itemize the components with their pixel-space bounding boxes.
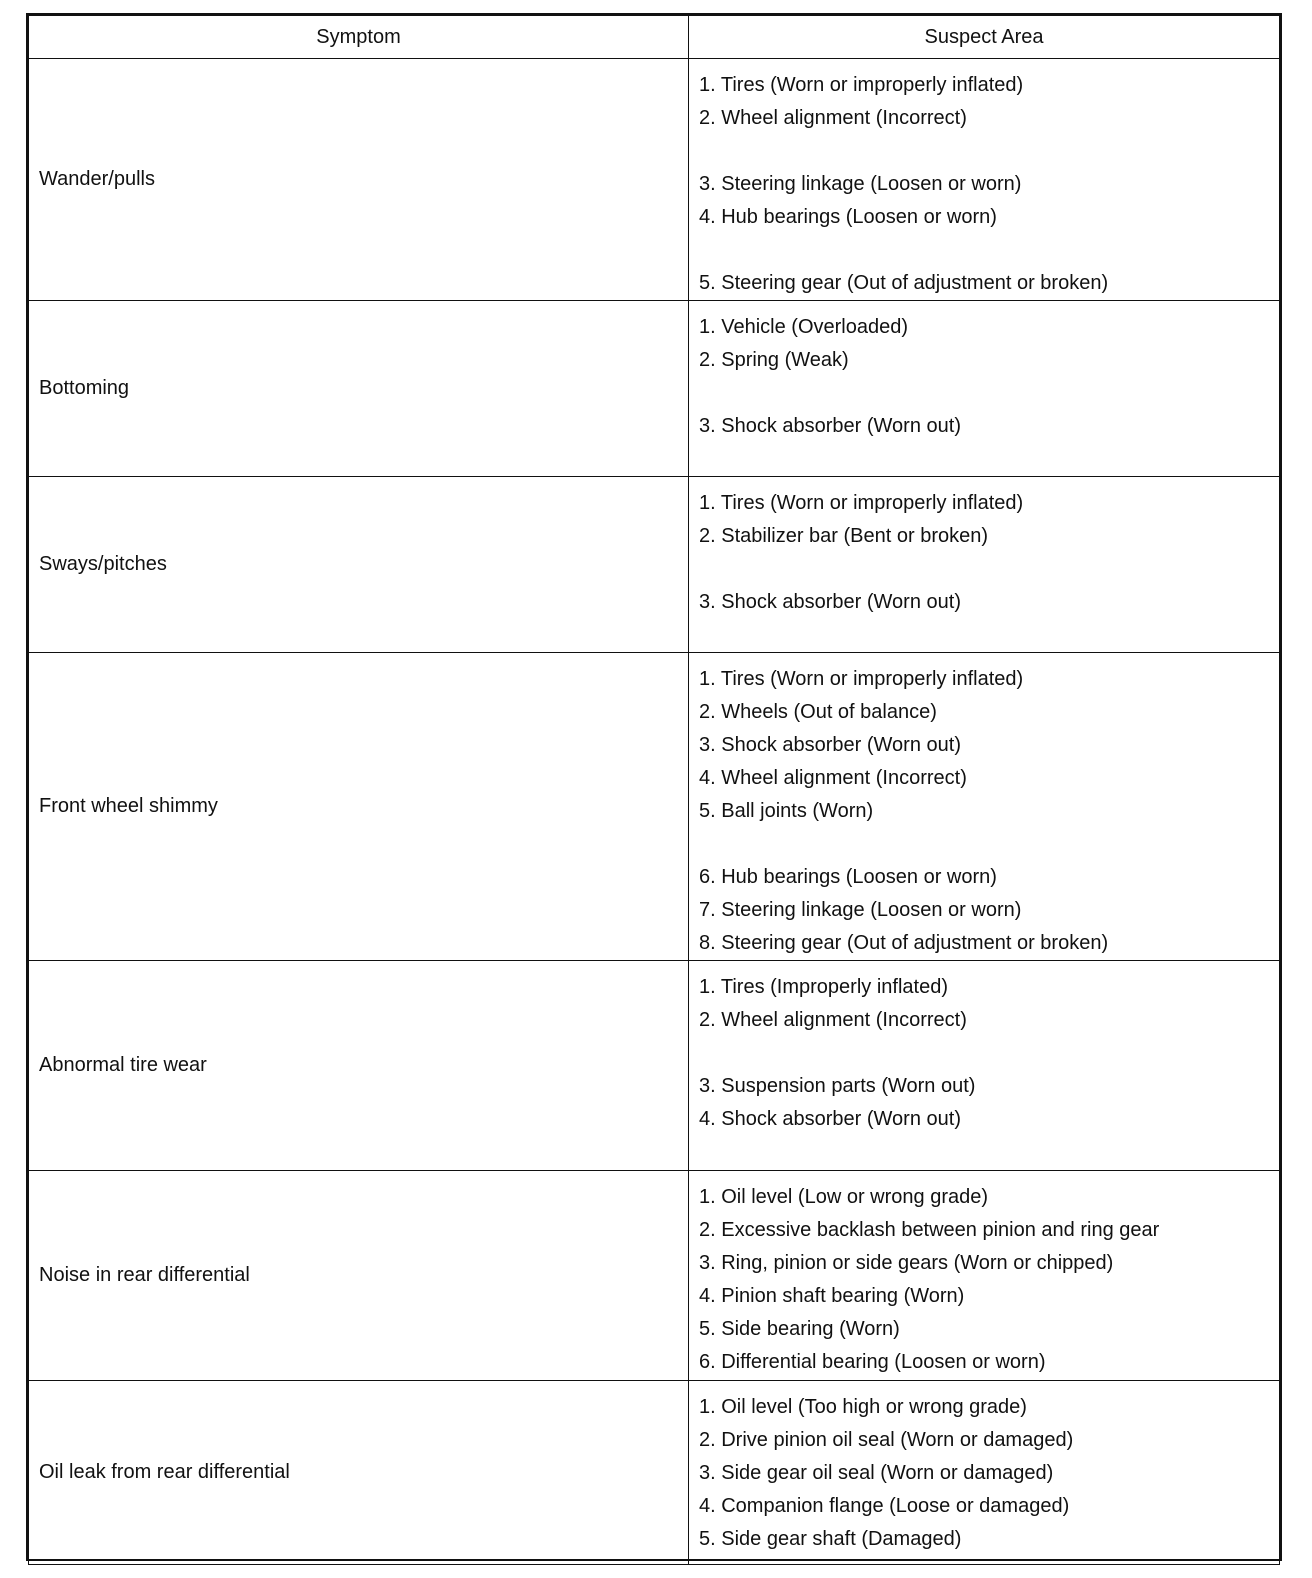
symptom-cell: Oil leak from rear differential bbox=[29, 1381, 689, 1565]
spacer bbox=[699, 135, 1279, 168]
symptom-column-header: Symptom bbox=[29, 16, 689, 59]
suspect-item: 4. Hub bearings (Loosen or worn) bbox=[699, 206, 997, 228]
suspect-item: 1. Tires (Worn or improperly inflated) bbox=[699, 492, 1024, 514]
symptom-cell: Sways/pitches bbox=[29, 477, 689, 653]
table-row bbox=[29, 961, 1280, 1171]
symptom-cell: Abnormal tire wear bbox=[29, 961, 689, 1171]
suspect-item: 1. Tires (Worn or improperly inflated) bbox=[699, 74, 1024, 96]
table-row bbox=[29, 477, 1280, 653]
suspect-item: 5. Ball joints (Worn) bbox=[699, 800, 874, 822]
suspect-item: 8. Steering gear (Out of adjustment or broken) bbox=[699, 932, 1109, 954]
symptom-cell: Wander/pulls bbox=[29, 59, 689, 301]
suspect-item: 2. Drive pinion oil seal (Worn or damaged) bbox=[699, 1429, 1074, 1451]
suspect-item: 4. Companion flange (Loose or damaged) bbox=[699, 1495, 1070, 1517]
suspect-item: 7. Steering linkage (Loosen or worn) bbox=[699, 899, 1022, 921]
suspect-item: 5. Steering gear (Out of adjustment or broken) bbox=[699, 272, 1109, 294]
suspect-item: 3. Steering linkage (Loosen or worn) bbox=[699, 173, 1022, 195]
troubleshooting-table-frame bbox=[26, 13, 1282, 1561]
symptom-cell: Noise in rear differential bbox=[29, 1171, 689, 1381]
suspect-item: 3. Shock absorber (Worn out) bbox=[699, 734, 961, 756]
spacer bbox=[699, 553, 1279, 586]
suspect-area-cell bbox=[689, 1381, 1280, 1565]
suspect-item: 3. Shock absorber (Worn out) bbox=[699, 591, 961, 613]
spacer bbox=[699, 377, 1279, 410]
suspect-area-cell bbox=[689, 477, 1280, 653]
symptom-cell: Front wheel shimmy bbox=[29, 653, 689, 961]
suspect-item: 6. Differential bearing (Loosen or worn) bbox=[699, 1351, 1046, 1373]
spacer bbox=[699, 828, 1279, 861]
suspect-area-cell bbox=[689, 653, 1280, 961]
table-row bbox=[29, 1381, 1280, 1565]
suspect-item: 1. Tires (Improperly inflated) bbox=[699, 976, 948, 998]
spacer bbox=[699, 1037, 1279, 1070]
suspect-area-cell bbox=[689, 59, 1280, 301]
suspect-item: 3. Side gear oil seal (Worn or damaged) bbox=[699, 1462, 1054, 1484]
table-row bbox=[29, 653, 1280, 961]
suspect-item: 3. Ring, pinion or side gears (Worn or chipped) bbox=[699, 1252, 1114, 1274]
symptom-cell: Bottoming bbox=[29, 301, 689, 477]
spacer bbox=[699, 234, 1279, 267]
suspect-item: 2. Wheel alignment (Incorrect) bbox=[699, 1009, 967, 1031]
suspect-item: 2. Wheel alignment (Incorrect) bbox=[699, 107, 967, 129]
suspect-item: 4. Pinion shaft bearing (Worn) bbox=[699, 1285, 965, 1307]
suspect-item: 2. Wheels (Out of balance) bbox=[699, 701, 937, 723]
suspect-item: 2. Stabilizer bar (Bent or broken) bbox=[699, 525, 989, 547]
suspect-item: 4. Wheel alignment (Incorrect) bbox=[699, 767, 967, 789]
suspect-item: 3. Suspension parts (Worn out) bbox=[699, 1075, 976, 1097]
suspect-item: 1. Tires (Worn or improperly inflated) bbox=[699, 668, 1024, 690]
table-row bbox=[29, 301, 1280, 477]
suspect-item: 4. Shock absorber (Worn out) bbox=[699, 1108, 961, 1130]
suspect-item: 2. Spring (Weak) bbox=[699, 349, 849, 371]
table-row bbox=[29, 59, 1280, 301]
troubleshooting-table bbox=[28, 15, 1280, 1565]
suspect-area-column-header: Suspect Area bbox=[689, 16, 1280, 59]
suspect-item: 6. Hub bearings (Loosen or worn) bbox=[699, 866, 997, 888]
suspect-item: 2. Excessive backlash between pinion and ring gear bbox=[699, 1219, 1160, 1241]
suspect-item: 1. Vehicle (Overloaded) bbox=[699, 316, 909, 338]
suspect-item: 5. Side bearing (Worn) bbox=[699, 1318, 900, 1340]
suspect-area-cell bbox=[689, 961, 1280, 1171]
suspect-item: 3. Shock absorber (Worn out) bbox=[699, 415, 961, 437]
suspect-item: 1. Oil level (Low or wrong grade) bbox=[699, 1186, 989, 1208]
table-header-row bbox=[29, 16, 1280, 59]
suspect-item: 1. Oil level (Too high or wrong grade) bbox=[699, 1396, 1027, 1418]
suspect-area-cell bbox=[689, 301, 1280, 477]
suspect-item: 5. Side gear shaft (Damaged) bbox=[699, 1528, 962, 1550]
suspect-area-cell bbox=[689, 1171, 1280, 1381]
table-row bbox=[29, 1171, 1280, 1381]
